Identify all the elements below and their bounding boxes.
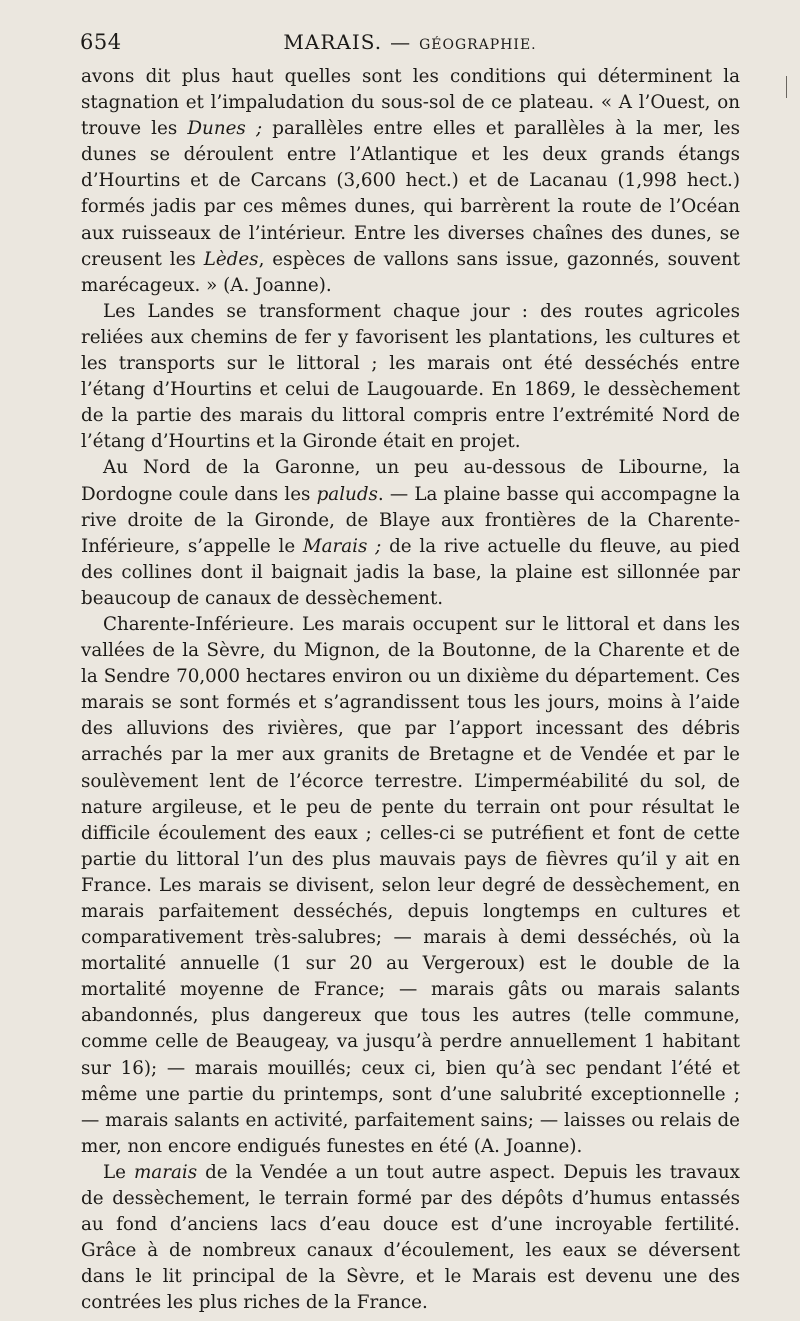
text-run: Le	[103, 1161, 134, 1183]
text-run: de la rive actuelle du fleuve, au pied des collines dont il baignait jadis la base, la plaine est sillonnée par beaucoup de canaux de dessèchement.	[81, 535, 740, 609]
italic-run: Marais ;	[302, 535, 382, 557]
paragraph-garonne	[81, 455, 740, 612]
italic-run: Dunes ;	[187, 118, 263, 140]
paragraph-landes	[81, 299, 740, 456]
page-number: 654	[80, 30, 122, 54]
text-run: Les Landes se transforment chaque jour : des routes agricoles reliées aux chemins de fer y favorisent les plantations, les cultures et les transports sur le littoral ; les marais ont été desséchés entre l’étang d’Hourtins et celui de Laugouarde. En 1869, le dessèchement de la partie des marais du littoral compris entre l’extrémité Nord de l’étang d’Hourtins et la Gironde était en projet.	[81, 300, 740, 453]
text-run: , espèces de vallons sans issue, gazonnés, souvent marécageux. » (A. Joanne).	[81, 248, 740, 296]
text-run: . — La plaine basse qui accompagne la rive droite de la Gironde, de Blaye aux frontières de la Charente-Inférieure, s’appelle le	[81, 483, 740, 557]
text-run: avons dit plus haut quelles sont les conditions qui déterminent la stagnation et l’impaludation du sous-sol de ce plateau. « A l’Ouest, on trouve les	[81, 66, 740, 140]
running-dash: —	[390, 30, 412, 54]
text-run: parallèles entre elles et parallèles à la mer, les dunes se déroulent entre l’Atlantique et les deux grands étangs d’Hourtins et de Carcans (3,600 hect.) et de Lacanau (1,998 hect.) formés jadis par ces mêmes dunes, qui barrèrent la route de l’Océan aux ruisseaux de l’intérieur. Entre les diverses chaînes des dunes, se creusent les	[81, 118, 740, 270]
text-run: Au Nord de la Garonne, un peu au-dessous de Libourne, la Dordogne coule dans les	[81, 457, 740, 505]
italic-run: paluds	[316, 483, 378, 505]
edge-mark	[786, 76, 791, 98]
running-title: MARAIS.	[283, 30, 383, 54]
paragraph-vendee	[81, 1160, 740, 1317]
running-head	[80, 30, 740, 54]
running-subtitle: GÉOGRAPHIE.	[419, 37, 537, 53]
page-header	[80, 30, 740, 60]
text-run: Charente-Inférieure. Les marais occupent sur le littoral et dans les vallées de la Sèvre, du Mignon, de la Boutonne, de la Charente et de la Sendre 70,000 hectares environ ou un dixième du département. Ces marais se sont formés et s’agrandissent tous les jours, moins à l’aide des alluvions des rivières, que par l’apport incessant des débris arrachés par la mer aux granits de Bretagne et de Vendée et par le soulèvement lent de l’écorce terrestre. L’imperméabilité du sol, de nature argileuse, et le peu de pente du terrain ont pour résultat le difficile écoulement des eaux ; celles-ci se putréfient et font de cette partie du littoral l’un des plus mauvais pays de fièvres qu’il y ait en France. Les marais se divisent, selon leur degré de dessèchement, en marais parfaitement desséchés, depuis longtemps en cultures et comparativement très-salubres; — marais à demi desséchés, où la mortalité annuelle (1 sur 20 au Vergeroux) est le double de la mortalité moyenne de France; — marais gâts ou marais salants abandonnés, plus dangereux que tous les autres (telle commune, comme celle de Beaugeay, va jusqu’à perdre annuellement 1 habitant sur 16); — marais mouillés; ceux ci, bien qu’à sec pendant l’été et même une partie du printemps, sont d’une salubrité exceptionnelle ; — marais salants en activité, parfaitement sains; — laisses ou relais de mer, non encore endigués funestes en été (A. Joanne).	[81, 613, 740, 1157]
text-run: de la Vendée a un tout autre aspect. Depuis les travaux de dessèchement, le terrain formé par des dépôts d’humus entassés au fond d’anciens lacs d’eau douce est d’une incroyable fertilité. Grâce à de nombreux canaux d’écoulement, les eaux se déversent dans le lit principal de la Sèvre, et le Marais est devenu une des contrées les plus riches de la France.	[81, 1161, 740, 1314]
body-text	[81, 64, 740, 1317]
italic-run: Lèdes	[203, 248, 259, 270]
paragraph-dunes	[81, 64, 740, 299]
italic-run: marais	[133, 1161, 198, 1183]
paragraph-charente	[81, 612, 740, 1160]
